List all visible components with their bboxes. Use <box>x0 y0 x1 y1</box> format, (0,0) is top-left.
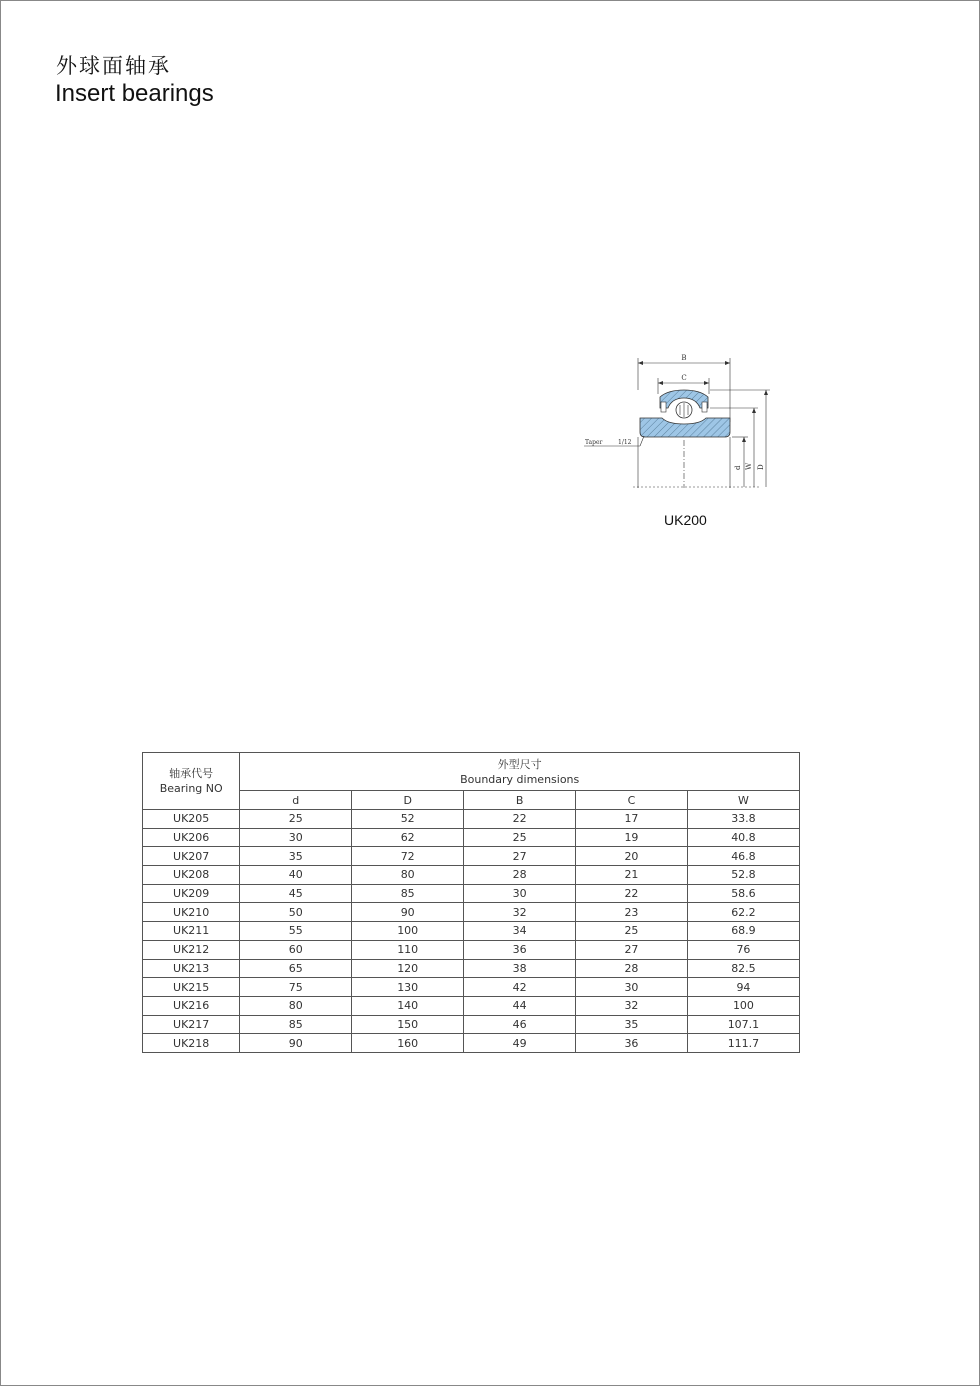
boundary-dimensions-header-en: Boundary dimensions <box>460 772 580 786</box>
d-cell: 85 <box>240 1015 352 1034</box>
table-row <box>143 940 800 959</box>
taper-ratio: 1/12 <box>618 439 632 446</box>
boundary-dimensions-header-cn: 外型尺寸 <box>497 757 542 771</box>
bearing-no-header-en: Bearing NO <box>159 782 223 795</box>
outer-d-cell: 150 <box>352 1015 464 1034</box>
outer-d-cell: 160 <box>352 1034 464 1053</box>
c-cell: 35 <box>576 1015 688 1034</box>
c-cell: 22 <box>576 884 688 903</box>
outer-d-cell: 110 <box>352 940 464 959</box>
c-cell: 32 <box>576 996 688 1015</box>
b-cell: 36 <box>464 940 576 959</box>
b-cell: 30 <box>464 884 576 903</box>
c-cell: 28 <box>576 959 688 978</box>
outer-d-cell: 100 <box>352 922 464 941</box>
d-cell: 50 <box>240 903 352 922</box>
dim-label-w: W <box>745 462 753 470</box>
table-row <box>143 884 800 903</box>
w-cell: 82.5 <box>687 959 799 978</box>
table-row <box>143 978 800 997</box>
dim-label-b: B <box>681 354 687 362</box>
d-cell: 60 <box>240 940 352 959</box>
c-cell: 27 <box>576 940 688 959</box>
column-header-outer-d: D <box>352 791 464 810</box>
bearing-no-cell: UK208 <box>143 866 240 885</box>
c-cell: 23 <box>576 903 688 922</box>
outer-d-cell: 62 <box>352 828 464 847</box>
boundary-dimensions-header <box>240 753 800 791</box>
b-cell: 46 <box>464 1015 576 1034</box>
w-cell: 68.9 <box>687 922 799 941</box>
c-cell: 36 <box>576 1034 688 1053</box>
table-row <box>143 1015 800 1034</box>
column-header-b: B <box>464 791 576 810</box>
bearing-no-cell: UK217 <box>143 1015 240 1034</box>
b-cell: 42 <box>464 978 576 997</box>
d-cell: 35 <box>240 847 352 866</box>
page-title-english: Insert bearings <box>55 80 214 107</box>
c-cell: 25 <box>576 922 688 941</box>
c-cell: 17 <box>576 810 688 829</box>
bearing-no-cell: UK209 <box>143 884 240 903</box>
bearing-no-header-cn: 轴承代号 <box>169 767 214 780</box>
bearing-no-cell: UK213 <box>143 959 240 978</box>
d-cell: 65 <box>240 959 352 978</box>
bearing-no-cell: UK215 <box>143 978 240 997</box>
table-row <box>143 922 800 941</box>
d-cell: 75 <box>240 978 352 997</box>
w-cell: 76 <box>687 940 799 959</box>
b-cell: 27 <box>464 847 576 866</box>
b-cell: 44 <box>464 996 576 1015</box>
outer-d-cell: 72 <box>352 847 464 866</box>
bearing-no-cell: UK218 <box>143 1034 240 1053</box>
outer-d-cell: 130 <box>352 978 464 997</box>
bearing-no-cell: UK212 <box>143 940 240 959</box>
page-title-chinese: 外球面轴承 <box>56 54 171 78</box>
w-cell: 107.1 <box>687 1015 799 1034</box>
w-cell: 33.8 <box>687 810 799 829</box>
dim-label-d: d <box>734 465 742 470</box>
w-cell: 40.8 <box>687 828 799 847</box>
outer-d-cell: 80 <box>352 866 464 885</box>
column-header-c: C <box>576 791 688 810</box>
table-row <box>143 847 800 866</box>
w-cell: 94 <box>687 978 799 997</box>
table-row <box>143 828 800 847</box>
outer-d-cell: 85 <box>352 884 464 903</box>
b-cell: 32 <box>464 903 576 922</box>
inner-ring-section <box>640 418 730 437</box>
c-cell: 30 <box>576 978 688 997</box>
dim-label-c: C <box>681 374 687 382</box>
b-cell: 49 <box>464 1034 576 1053</box>
column-header-w: W <box>687 791 799 810</box>
bearing-no-header <box>143 753 240 810</box>
b-cell: 34 <box>464 922 576 941</box>
c-cell: 19 <box>576 828 688 847</box>
bearing-dimensions-table <box>142 752 800 1053</box>
outer-d-cell: 120 <box>352 959 464 978</box>
b-cell: 38 <box>464 959 576 978</box>
d-cell: 25 <box>240 810 352 829</box>
d-cell: 40 <box>240 866 352 885</box>
column-header-d: d <box>240 791 352 810</box>
w-cell: 62.2 <box>687 903 799 922</box>
w-cell: 52.8 <box>687 866 799 885</box>
drawing-caption: UK200 <box>664 512 707 528</box>
w-cell: 111.7 <box>687 1034 799 1053</box>
d-cell: 30 <box>240 828 352 847</box>
bearing-cross-section-drawing <box>578 350 778 495</box>
b-cell: 25 <box>464 828 576 847</box>
d-cell: 90 <box>240 1034 352 1053</box>
bearing-no-cell: UK206 <box>143 828 240 847</box>
c-cell: 20 <box>576 847 688 866</box>
w-cell: 100 <box>687 996 799 1015</box>
table-row <box>143 903 800 922</box>
b-cell: 22 <box>464 810 576 829</box>
table-row <box>143 810 800 829</box>
w-cell: 46.8 <box>687 847 799 866</box>
outer-d-cell: 52 <box>352 810 464 829</box>
table-body <box>143 810 800 1053</box>
table-row <box>143 1034 800 1053</box>
d-cell: 45 <box>240 884 352 903</box>
bearing-no-cell: UK207 <box>143 847 240 866</box>
table-row <box>143 866 800 885</box>
d-cell: 55 <box>240 922 352 941</box>
d-cell: 80 <box>240 996 352 1015</box>
outer-d-cell: 140 <box>352 996 464 1015</box>
c-cell: 21 <box>576 866 688 885</box>
table-row <box>143 959 800 978</box>
taper-label: Taper <box>585 439 603 446</box>
bearing-no-cell: UK210 <box>143 903 240 922</box>
table-row <box>143 996 800 1015</box>
outer-d-cell: 90 <box>352 903 464 922</box>
w-cell: 58.6 <box>687 884 799 903</box>
bearing-no-cell: UK211 <box>143 922 240 941</box>
bearing-no-cell: UK216 <box>143 996 240 1015</box>
dim-label-d-outer: D <box>757 464 765 470</box>
bearing-no-cell: UK205 <box>143 810 240 829</box>
b-cell: 28 <box>464 866 576 885</box>
